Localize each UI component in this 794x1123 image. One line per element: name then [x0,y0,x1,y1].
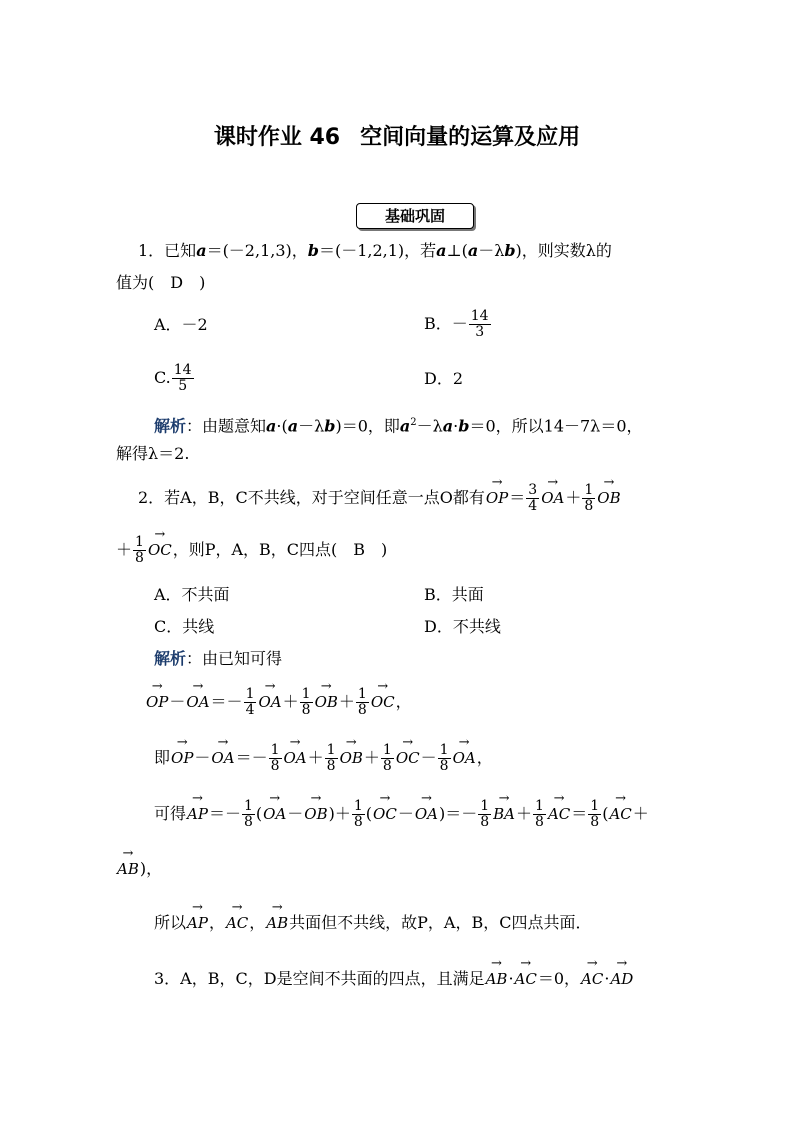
solution-label: 解析 [154,416,187,436]
q1-solution-line2: 解得λ＝2. [116,444,190,463]
solution-label: 解析 [154,649,187,668]
q2-step3: 可得→ AP＝－ $\frac{1}{8}$ (→ OA－→ OB)＋ $\frac{1}{8}$ (→ OC－→ OA)＝－ $\frac{1}{8}$ → BA＋ $\frac{1}{8}$ → AC＝ $\frac{1}{8}$ (→ AC＋ [154,794,649,834]
fraction: $\frac{14}{3}$ [470,308,489,340]
q2-step3-line2: → AB)， [116,858,162,880]
section-badge: 基础巩固 [356,203,474,229]
q2-step2: 即→ OP－→ OA＝－ $\frac{1}{8}$ → OA＋ $\frac{1}{8}$ → OB＋ $\frac{1}{8}$ → OC－ $\frac{1}{8}$ → OA， [154,738,493,778]
q1-solution: 解析：由题意知a·(a－λb)＝0，即$a^2-\lambda a\cdot b=0$，所以14－7λ＝0， [154,416,643,436]
q1-stem-line2: 值为( D ) [116,273,206,292]
q2-option-c: C．共线 [154,617,215,636]
fraction: $\frac{14}{5}$ [173,362,192,394]
q1-option-d: D．2 [424,369,464,388]
page-title: 课时作业 46 空间向量的运算及应用 [213,125,581,150]
q2-option-a: A．不共面 [154,585,230,604]
q1-option-a: A．－2 [154,315,208,334]
q2-option-d: D．不共线 [424,617,501,636]
q2-conclusion: 所以→ AP，→ AC，→ AB共面但不共线，故P，A，B，C四点共面． [154,912,591,934]
q2-option-b: B．共面 [424,585,484,604]
q2-solution: 解析：由已知可得 [154,649,283,668]
q1-option-b: B．－ $\frac{14}{3}$ [424,308,489,340]
q2-stem: 2．若A，B，C不共线，对于空间任意一点O都有→ OP＝ $\frac{3}{4}$ → OA＋ $\frac{1}{8}$ → OB [138,478,622,518]
q2-step1: → OP－→ OA＝－ $\frac{1}{4}$ → OA＋ $\frac{1}{8}$ → OB＋ $\frac{1}{8}$ → OC， [145,682,412,722]
q3-stem: 3．A，B，C，D是空间不共面的四点，且满足→ AB·→ AC＝0，→ AC·→ AD [154,968,634,990]
q1-stem: 1．已知a＝(－2,1,3)，b＝(－1,2,1)，若a⊥(a－λb)，则实数λ的 [138,241,612,260]
q1-option-c: C. $\frac{14}{5}$ [154,362,192,394]
q2-stem-line2: ＋ $\frac{1}{8}$ → OC，则P，A，B，C四点( B ) [116,530,387,570]
